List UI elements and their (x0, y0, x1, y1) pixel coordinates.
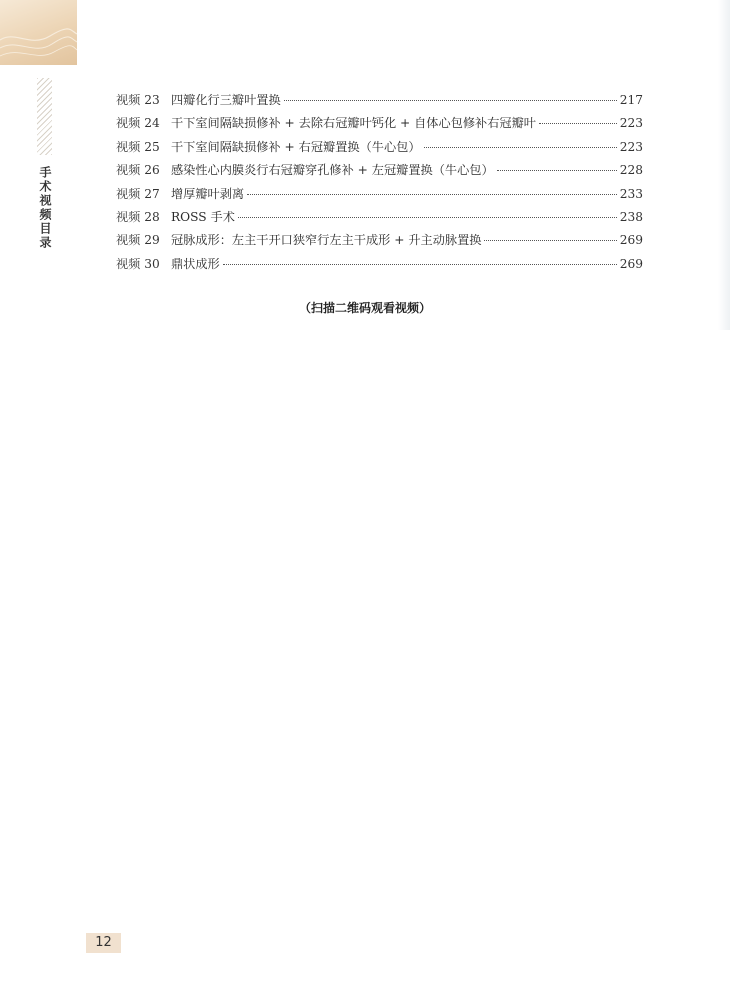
toc-entry-page: 228 (619, 163, 643, 178)
toc-entry-page: 217 (619, 93, 643, 107)
toc-entry[interactable] (116, 183, 643, 206)
scan-qr-note: （扫描二维码观看视频） (298, 301, 431, 315)
page-edge-shadow (718, 0, 730, 330)
toc-entry-page: 233 (619, 186, 643, 201)
toc-leader-dots (497, 169, 617, 171)
toc-leader-dots (424, 146, 617, 148)
toc-entry-page: 223 (619, 116, 643, 131)
toc-entry-number: 视频 29 (116, 233, 160, 248)
toc-entry[interactable] (116, 112, 643, 135)
toc-entry[interactable] (116, 89, 643, 112)
toc-leader-dots (247, 193, 617, 195)
wave-decoration-icon (0, 0, 77, 65)
toc-entry-title: 干下室间隔缺损修补 + 右冠瓣置换（牛心包） (171, 139, 421, 154)
toc-leader-dots (539, 122, 617, 124)
toc-entry-title: ROSS 手术 (171, 209, 235, 224)
toc-entry-page: 238 (619, 209, 643, 224)
toc-entry[interactable] (116, 136, 643, 159)
toc-entry-title: 增厚瓣叶剥离 (171, 186, 245, 201)
video-toc-list (116, 89, 643, 276)
toc-entry-number: 视频 25 (116, 139, 160, 154)
toc-entry-title: 感染性心内膜炎行右冠瓣穿孔修补 + 左冠瓣置换（牛心包） (171, 163, 494, 178)
section-side-label: 手术视频目录 (38, 166, 52, 250)
toc-entry-title: 冠脉成形：左主干开口狭窄行左主干成形 + 升主动脉置换 (171, 233, 482, 248)
toc-entry-page: 269 (619, 256, 643, 271)
toc-entry-number: 视频 27 (116, 186, 160, 201)
toc-entry-title: 干下室间隔缺损修补 + 去除右冠瓣叶钙化 + 自体心包修补右冠瓣叶 (171, 116, 536, 131)
toc-entry-number: 视频 23 (116, 93, 160, 107)
toc-entry-number: 视频 24 (116, 116, 160, 131)
toc-entry-title: 四瓣化行三瓣叶置换 (171, 93, 281, 107)
corner-decoration (0, 0, 77, 65)
hatch-decoration (37, 78, 52, 155)
toc-entry-number: 视频 26 (116, 163, 160, 178)
toc-entry[interactable] (116, 206, 643, 229)
toc-leader-dots (238, 216, 617, 218)
toc-entry[interactable] (116, 229, 643, 252)
toc-entry-number: 视频 28 (116, 209, 160, 224)
toc-leader-dots (223, 263, 617, 265)
toc-entry-number: 视频 30 (116, 256, 160, 271)
toc-entry-page: 269 (619, 233, 643, 248)
page-number: 12 (86, 933, 121, 953)
toc-leader-dots (484, 239, 616, 241)
toc-entry[interactable] (116, 159, 643, 182)
toc-leader-dots (284, 99, 617, 101)
toc-entry-page: 223 (619, 139, 643, 154)
toc-entry[interactable] (116, 253, 643, 276)
toc-entry-title: 鼎状成形 (171, 256, 220, 271)
